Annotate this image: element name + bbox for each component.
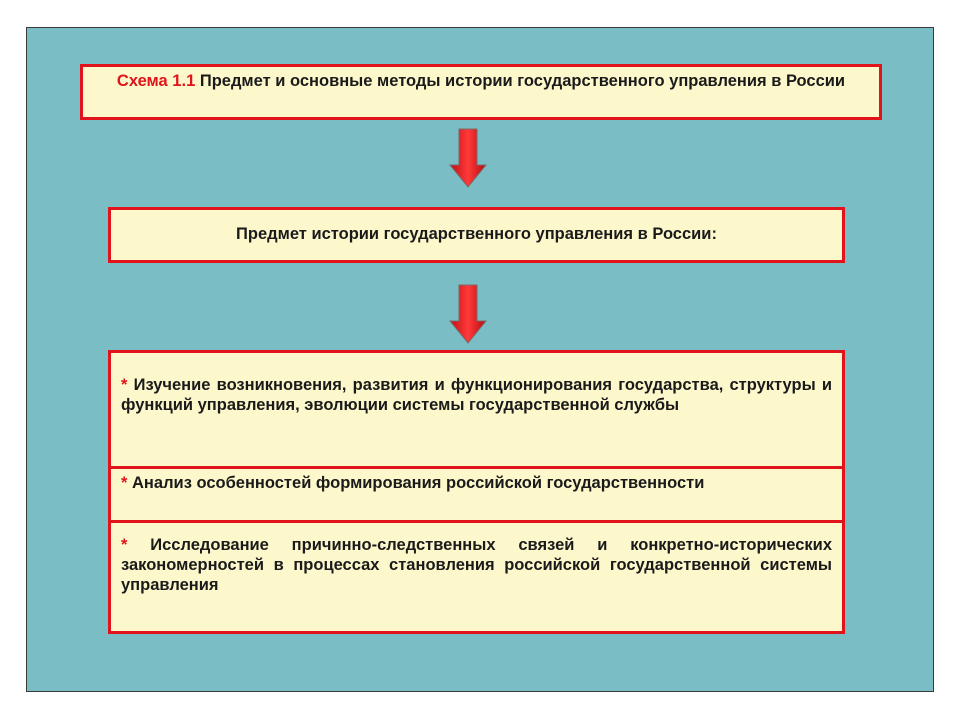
arrow-down-icon (448, 127, 488, 189)
item-text: Изучение возникновения, развития и функционирования государства, структуры и функций управления, эволюции системы государственной службы (121, 376, 832, 414)
title-box (80, 64, 882, 120)
bullet-star: * (121, 536, 128, 554)
item-text: Анализ особенностей формирования российской государственности (127, 474, 705, 492)
scheme-label: Схема 1.1 (116, 72, 196, 90)
item-text: Исследование причинно-следственных связей и конкретно-исторических закономерностей в процессах становления российской государственной системы управления (121, 536, 832, 594)
arrow-down-icon (448, 283, 488, 345)
bullet-star: * (121, 376, 128, 394)
list-item (111, 375, 842, 415)
list-item (111, 520, 842, 595)
scheme-title: Предмет и основные методы истории государственного управления в России (195, 72, 846, 90)
list-item (111, 466, 842, 493)
items-box (108, 350, 845, 634)
subject-heading: Предмет истории государственного управления в России: (236, 225, 717, 243)
subject-box (108, 207, 845, 263)
bullet-star: * (121, 474, 128, 492)
